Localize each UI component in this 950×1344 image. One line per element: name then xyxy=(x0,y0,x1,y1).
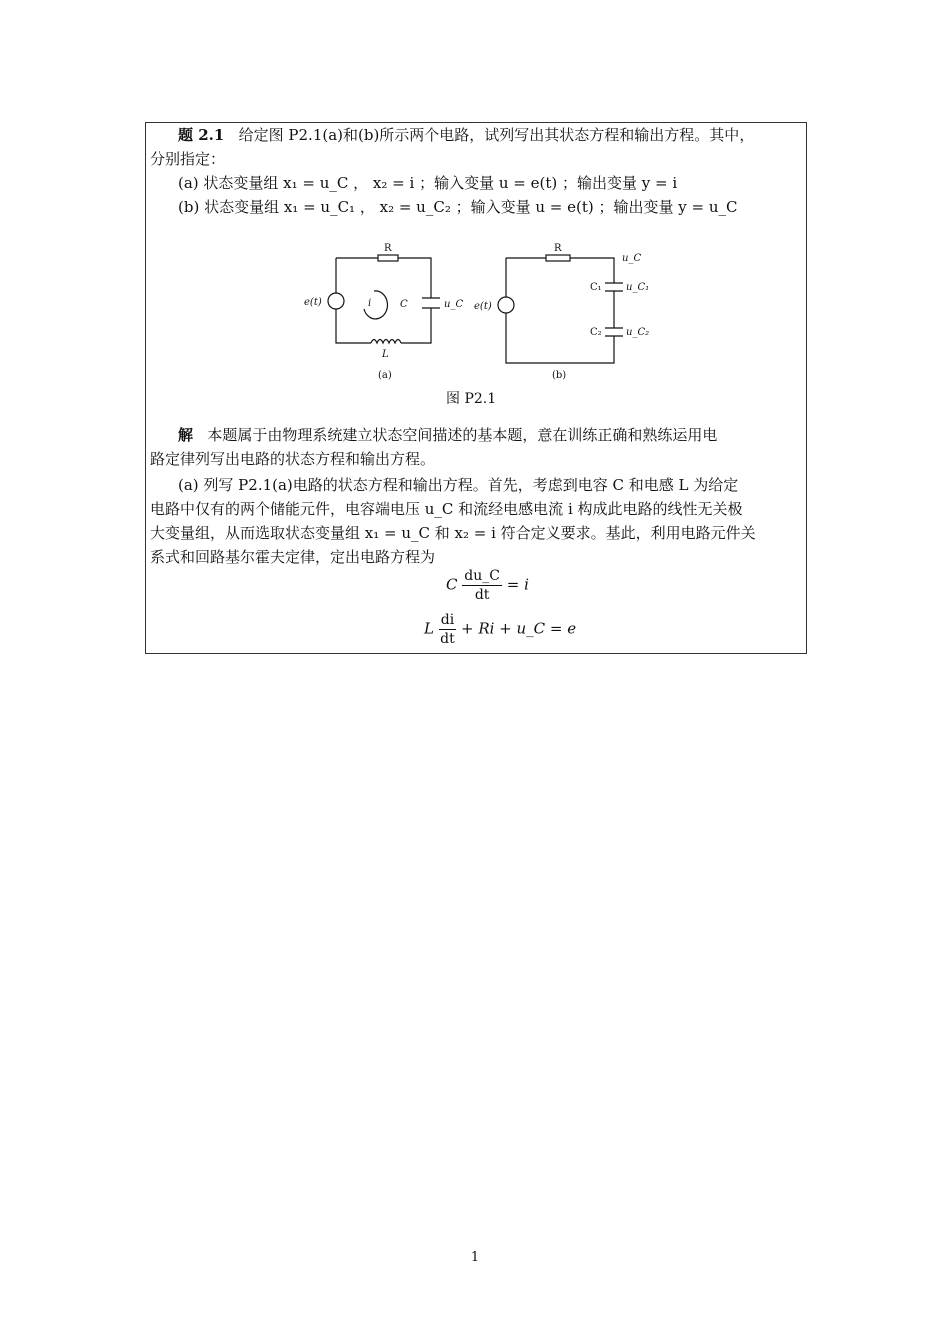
label-a-uC: u_C xyxy=(444,299,464,310)
solution-p2-line-2: 电路中仅有的两个储能元件，电容端电压 u_C 和流经电感电流 i 构成此电路的线性无关极 xyxy=(150,500,743,518)
label-b-source: e(t) xyxy=(474,301,492,312)
problem-item-b: (b) 状态变量组 x₁ = u_C₁ ， x₂ = u_C₂ ；输入变量 u = e(t) ；输出变量 y = u_C xyxy=(178,198,738,216)
solution-text-1: 本题属于由物理系统建立状态空间描述的基本题，意在训练正确和熟练运用电 xyxy=(207,426,718,444)
eq1-prefix: C xyxy=(446,575,458,594)
problem-label: 题 2.1 xyxy=(178,126,225,144)
equation-1 xyxy=(446,567,529,604)
solution-p2-line-4: 系式和回路基尔霍夫定律，定出电路方程为 xyxy=(150,548,436,566)
label-b-uC1: u_C₁ xyxy=(626,282,650,293)
eq1-fraction xyxy=(462,567,502,604)
label-a-R: R xyxy=(384,243,392,254)
eq1-denominator: dt xyxy=(474,587,490,603)
label-a-source: e(t) xyxy=(304,297,322,308)
eq2-fraction xyxy=(439,611,456,648)
eq2-denominator: dt xyxy=(440,631,455,647)
label-b-caption: (b) xyxy=(552,370,567,381)
solution-label: 解 xyxy=(178,426,194,444)
problem-line-1 xyxy=(178,125,754,145)
eq2-prefix: L xyxy=(424,619,434,638)
equation-2 xyxy=(424,611,576,648)
label-b-C2: C₂ xyxy=(590,327,602,338)
label-a-current: i xyxy=(368,298,372,309)
label-b-R: R xyxy=(554,243,562,254)
problem-frame xyxy=(145,122,807,654)
eq1-suffix: = i xyxy=(506,575,529,594)
circuit-figure xyxy=(296,233,656,383)
label-b-uC2: u_C₂ xyxy=(626,327,650,338)
label-b-C1: C₁ xyxy=(590,282,602,293)
label-a-caption: (a) xyxy=(378,370,392,381)
figure-caption: 图 P2.1 xyxy=(446,391,497,407)
label-a-C: C xyxy=(400,299,408,310)
solution-line-1 xyxy=(178,425,717,445)
problem-text-1: 给定图 P2.1(a)和(b)所示两个电路，试列写出其状态方程和输出方程。其中， xyxy=(238,126,755,144)
problem-item-a: (a) 状态变量组 x₁ = u_C ， x₂ = i ；输入变量 u = e(t) ；输出变量 y = i xyxy=(178,174,678,192)
solution-p2-line-1: (a) 列写 P2.1(a)电路的状态方程和输出方程。首先，考虑到电容 C 和电感 L 为给定 xyxy=(178,476,739,494)
label-b-uC: u_C xyxy=(622,253,642,264)
eq2-numerator: di xyxy=(440,612,455,628)
problem-line-2: 分别指定： xyxy=(150,150,226,168)
solution-p2-line-3: 大变量组，从而选取状态变量组 x₁ = u_C 和 x₂ = i 符合定义要求。基此，利用电路元件关 xyxy=(150,524,756,542)
page-number: 1 xyxy=(470,1250,480,1265)
eq1-numerator: du_C xyxy=(464,568,500,584)
eq2-suffix: + Ri + u_C = e xyxy=(460,619,577,638)
label-a-L: L xyxy=(382,349,389,360)
solution-line-2: 路定律列写出电路的状态方程和输出方程。 xyxy=(150,450,436,468)
